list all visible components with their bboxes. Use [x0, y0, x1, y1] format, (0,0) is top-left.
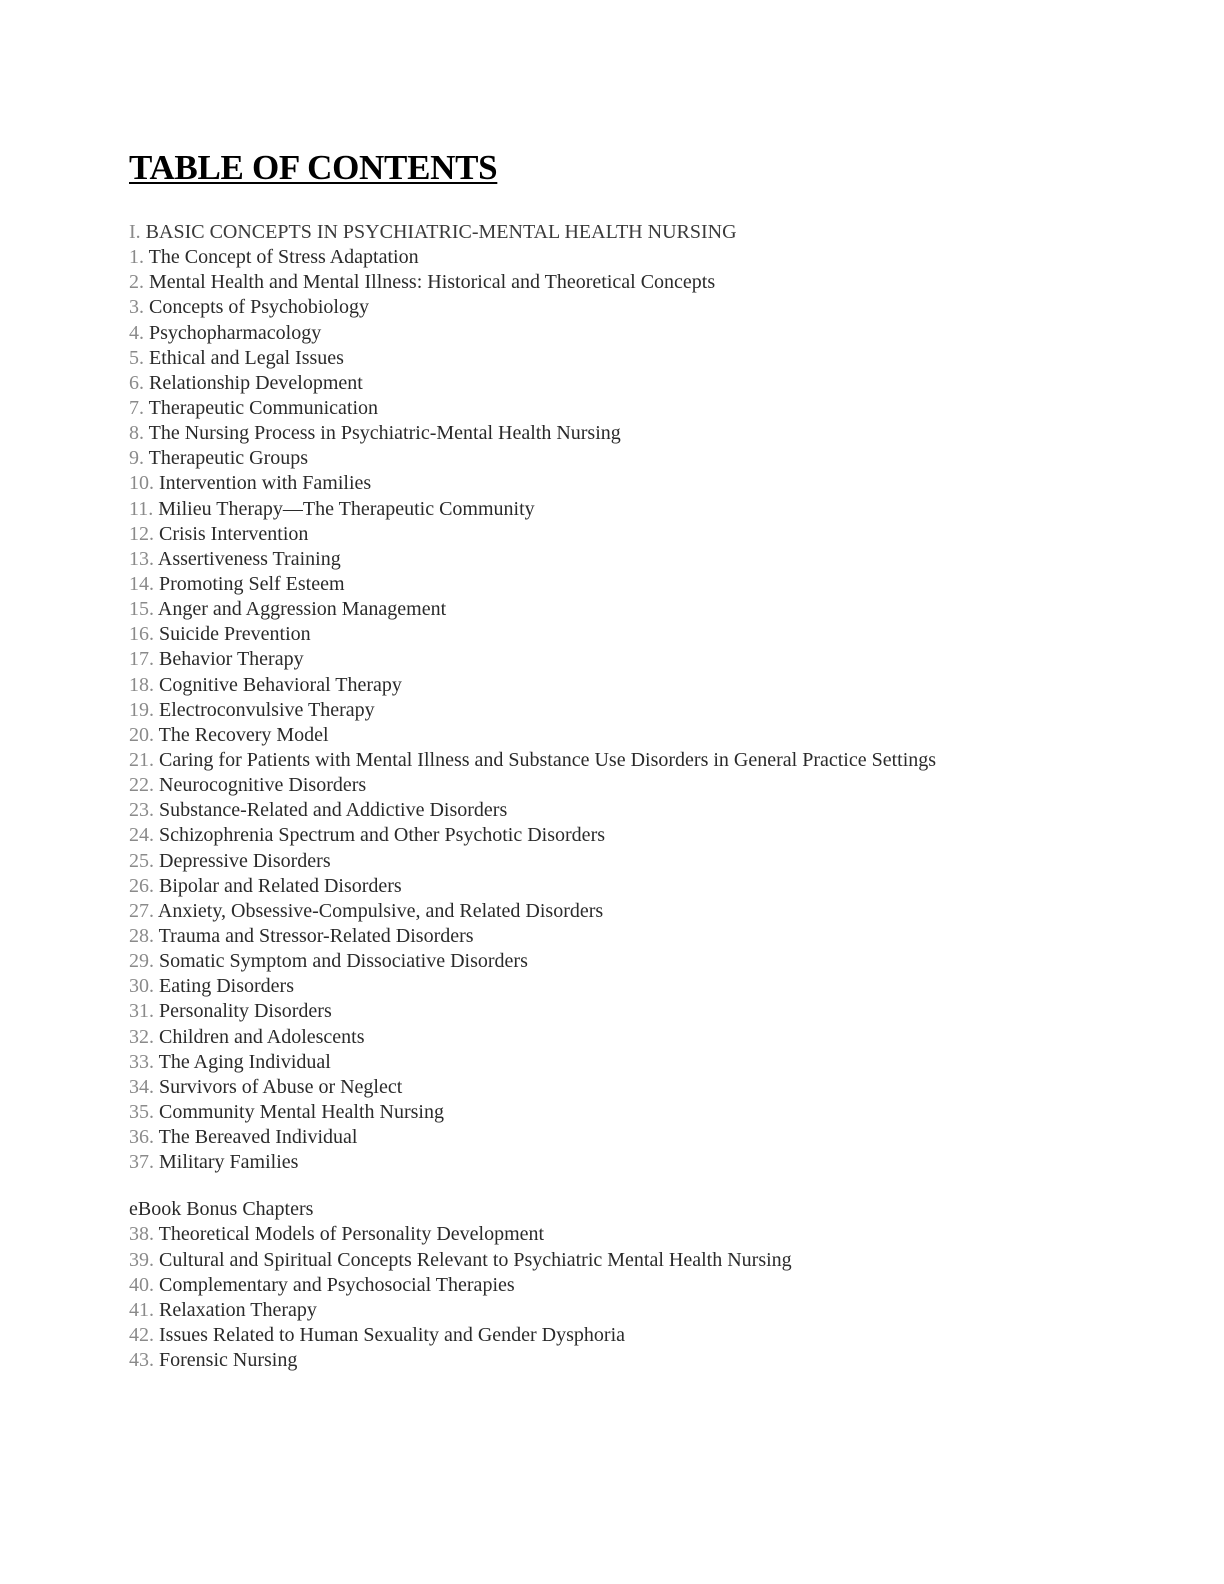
chapter-item: [129, 1075, 1129, 1100]
chapter-item: [129, 999, 1129, 1024]
chapter-number: 36.: [129, 1126, 154, 1149]
chapter-title: Psychopharmacology: [149, 321, 322, 344]
chapter-title: Depressive Disorders: [159, 849, 331, 872]
chapter-title: Anger and Aggression Management: [157, 598, 447, 621]
chapter-title: The Bereaved Individual: [158, 1126, 358, 1149]
chapter-number: 19.: [129, 698, 154, 721]
part-label: BASIC CONCEPTS IN PSYCHIATRIC-MENTAL HEALTH NURSING: [145, 221, 737, 243]
chapter-number: 41.: [129, 1298, 154, 1321]
chapter-number: 3.: [129, 296, 144, 319]
chapter-number: 26.: [129, 874, 154, 897]
part-number: I.: [129, 221, 141, 243]
chapter-item: [129, 924, 1129, 949]
chapter-title: Anxiety, Obsessive-Compulsive, and Related Disorders: [157, 899, 604, 922]
chapter-title: Electroconvulsive Therapy: [159, 698, 375, 721]
chapter-title: Caring for Patients with Mental Illness and Substance Use Disorders in General Practice Settings: [159, 748, 937, 771]
chapter-item: [129, 698, 1129, 723]
chapter-item: [129, 295, 1129, 320]
chapter-item: [129, 949, 1129, 974]
chapter-title: Crisis Intervention: [159, 522, 309, 545]
chapter-title: Children and Adolescents: [159, 1025, 365, 1048]
chapter-item: [129, 371, 1129, 396]
chapter-item: [129, 673, 1129, 698]
chapter-title: The Recovery Model: [158, 723, 329, 746]
chapter-item: [129, 622, 1129, 647]
chapter-title: Schizophrenia Spectrum and Other Psychotic Disorders: [159, 824, 606, 847]
chapter-item: [129, 748, 1129, 773]
chapter-number: 1.: [129, 246, 144, 269]
chapter-title: Trauma and Stressor-Related Disorders: [158, 924, 474, 947]
chapter-number: 6.: [129, 371, 144, 394]
chapter-item: [129, 497, 1129, 522]
chapter-number: 27.: [129, 899, 154, 922]
chapter-number: 2.: [129, 271, 144, 294]
chapter-number: 21.: [129, 748, 154, 771]
chapter-title: The Concept of Stress Adaptation: [148, 246, 419, 269]
chapter-title: Bipolar and Related Disorders: [159, 874, 402, 897]
chapter-number: 39.: [129, 1248, 154, 1271]
chapter-title: Promoting Self Esteem: [159, 572, 345, 595]
chapter-item: [129, 346, 1129, 371]
chapter-title: Suicide Prevention: [159, 623, 311, 646]
chapter-item: [129, 270, 1129, 295]
chapter-number: 34.: [129, 1075, 154, 1098]
chapter-item: [129, 572, 1129, 597]
chapter-item: [129, 874, 1129, 899]
chapter-number: 15.: [129, 598, 154, 621]
chapter-number: 5.: [129, 346, 144, 369]
chapter-title: Issues Related to Human Sexuality and Gender Dysphoria: [159, 1324, 626, 1347]
chapter-item: [129, 1298, 1129, 1323]
bonus-chapter-list: [129, 1222, 1129, 1373]
chapter-number: 28.: [129, 924, 154, 947]
chapter-title: Mental Health and Mental Illness: Historical and Theoretical Concepts: [149, 271, 716, 294]
chapter-item: [129, 471, 1129, 496]
chapter-number: 9.: [129, 447, 144, 470]
chapter-title: Neurocognitive Disorders: [159, 774, 367, 797]
chapter-item: [129, 1323, 1129, 1348]
bonus-heading: eBook Bonus Chapters: [129, 1198, 314, 1221]
chapter-number: 31.: [129, 1000, 154, 1023]
part-heading: [129, 220, 1129, 245]
chapter-number: 23.: [129, 799, 154, 822]
chapter-title: Therapeutic Communication: [148, 396, 379, 419]
chapter-title: Cognitive Behavioral Therapy: [159, 673, 402, 696]
chapter-title: Community Mental Health Nursing: [159, 1100, 444, 1123]
chapter-number: 4.: [129, 321, 144, 344]
chapter-number: 25.: [129, 849, 154, 872]
page-title: TABLE OF CONTENTS: [129, 148, 498, 187]
chapter-number: 42.: [129, 1324, 154, 1347]
chapter-title: Milieu Therapy—The Therapeutic Community: [158, 497, 535, 520]
chapter-item: [129, 1348, 1129, 1373]
chapter-item: [129, 396, 1129, 421]
chapter-number: 8.: [129, 422, 144, 445]
chapter-number: 14.: [129, 572, 154, 595]
chapter-title: Theoretical Models of Personality Development: [158, 1223, 545, 1246]
chapter-item: [129, 899, 1129, 924]
chapter-item: [129, 723, 1129, 748]
chapter-number: 11.: [129, 497, 154, 520]
chapter-item: [129, 1125, 1129, 1150]
chapter-title: The Nursing Process in Psychiatric-Mental Health Nursing: [148, 422, 621, 445]
chapter-item: [129, 1050, 1129, 1075]
chapter-title: Ethical and Legal Issues: [149, 346, 344, 369]
chapter-number: 43.: [129, 1349, 154, 1372]
chapter-title: Relaxation Therapy: [159, 1298, 317, 1321]
chapter-title: Eating Disorders: [159, 975, 294, 998]
chapter-title: Assertiveness Training: [157, 547, 341, 570]
chapter-title: Complementary and Psychosocial Therapies: [159, 1273, 515, 1296]
chapter-item: [129, 446, 1129, 471]
chapter-item: [129, 974, 1129, 999]
chapter-item: [129, 547, 1129, 572]
chapter-title: Relationship Development: [149, 371, 363, 394]
chapter-number: 7.: [129, 396, 144, 419]
chapter-title: Concepts of Psychobiology: [149, 296, 369, 319]
chapter-title: Intervention with Families: [159, 472, 372, 495]
chapter-item: [129, 1100, 1129, 1125]
chapter-number: 18.: [129, 673, 154, 696]
chapter-number: 32.: [129, 1025, 154, 1048]
chapter-number: 38.: [129, 1223, 154, 1246]
chapter-item: [129, 245, 1129, 270]
chapter-item: [129, 823, 1129, 848]
toc-page: [129, 148, 1129, 1373]
chapter-number: 37.: [129, 1151, 154, 1174]
chapter-title: Therapeutic Groups: [148, 447, 309, 470]
chapter-item: [129, 597, 1129, 622]
section-spacer: [129, 1175, 1129, 1197]
chapter-number: 29.: [129, 950, 154, 973]
chapter-title: Cultural and Spiritual Concepts Relevant to Psychiatric Mental Health Nursing: [159, 1248, 792, 1271]
chapter-title: The Aging Individual: [158, 1050, 331, 1073]
chapter-item: [129, 1248, 1129, 1273]
chapter-title: Substance-Related and Addictive Disorders: [159, 799, 508, 822]
chapter-item: [129, 1150, 1129, 1175]
chapter-title: Forensic Nursing: [159, 1349, 298, 1372]
chapter-item: [129, 647, 1129, 672]
chapter-title: Military Families: [159, 1151, 299, 1174]
chapter-number: 17.: [129, 648, 154, 671]
chapter-item: [129, 849, 1129, 874]
chapter-number: 13.: [129, 547, 154, 570]
chapter-number: 40.: [129, 1273, 154, 1296]
chapter-number: 16.: [129, 623, 154, 646]
chapter-number: 30.: [129, 975, 154, 998]
chapter-item: [129, 1025, 1129, 1050]
chapter-title: Somatic Symptom and Dissociative Disorders: [159, 950, 528, 973]
chapter-number: 33.: [129, 1050, 154, 1073]
chapter-number: 22.: [129, 774, 154, 797]
chapter-title: Personality Disorders: [159, 1000, 332, 1023]
chapter-item: [129, 1273, 1129, 1298]
chapter-item: [129, 421, 1129, 446]
chapter-number: 10.: [129, 472, 154, 495]
chapter-item: [129, 321, 1129, 346]
chapter-item: [129, 773, 1129, 798]
chapter-title: Behavior Therapy: [159, 648, 304, 671]
chapter-item: [129, 798, 1129, 823]
chapter-item: [129, 1222, 1129, 1247]
chapter-item: [129, 522, 1129, 547]
chapter-title: Survivors of Abuse or Neglect: [159, 1075, 403, 1098]
chapter-list: [129, 245, 1129, 1175]
chapter-number: 35.: [129, 1100, 154, 1123]
chapter-number: 12.: [129, 522, 154, 545]
chapter-number: 20.: [129, 723, 154, 746]
chapter-number: 24.: [129, 824, 154, 847]
